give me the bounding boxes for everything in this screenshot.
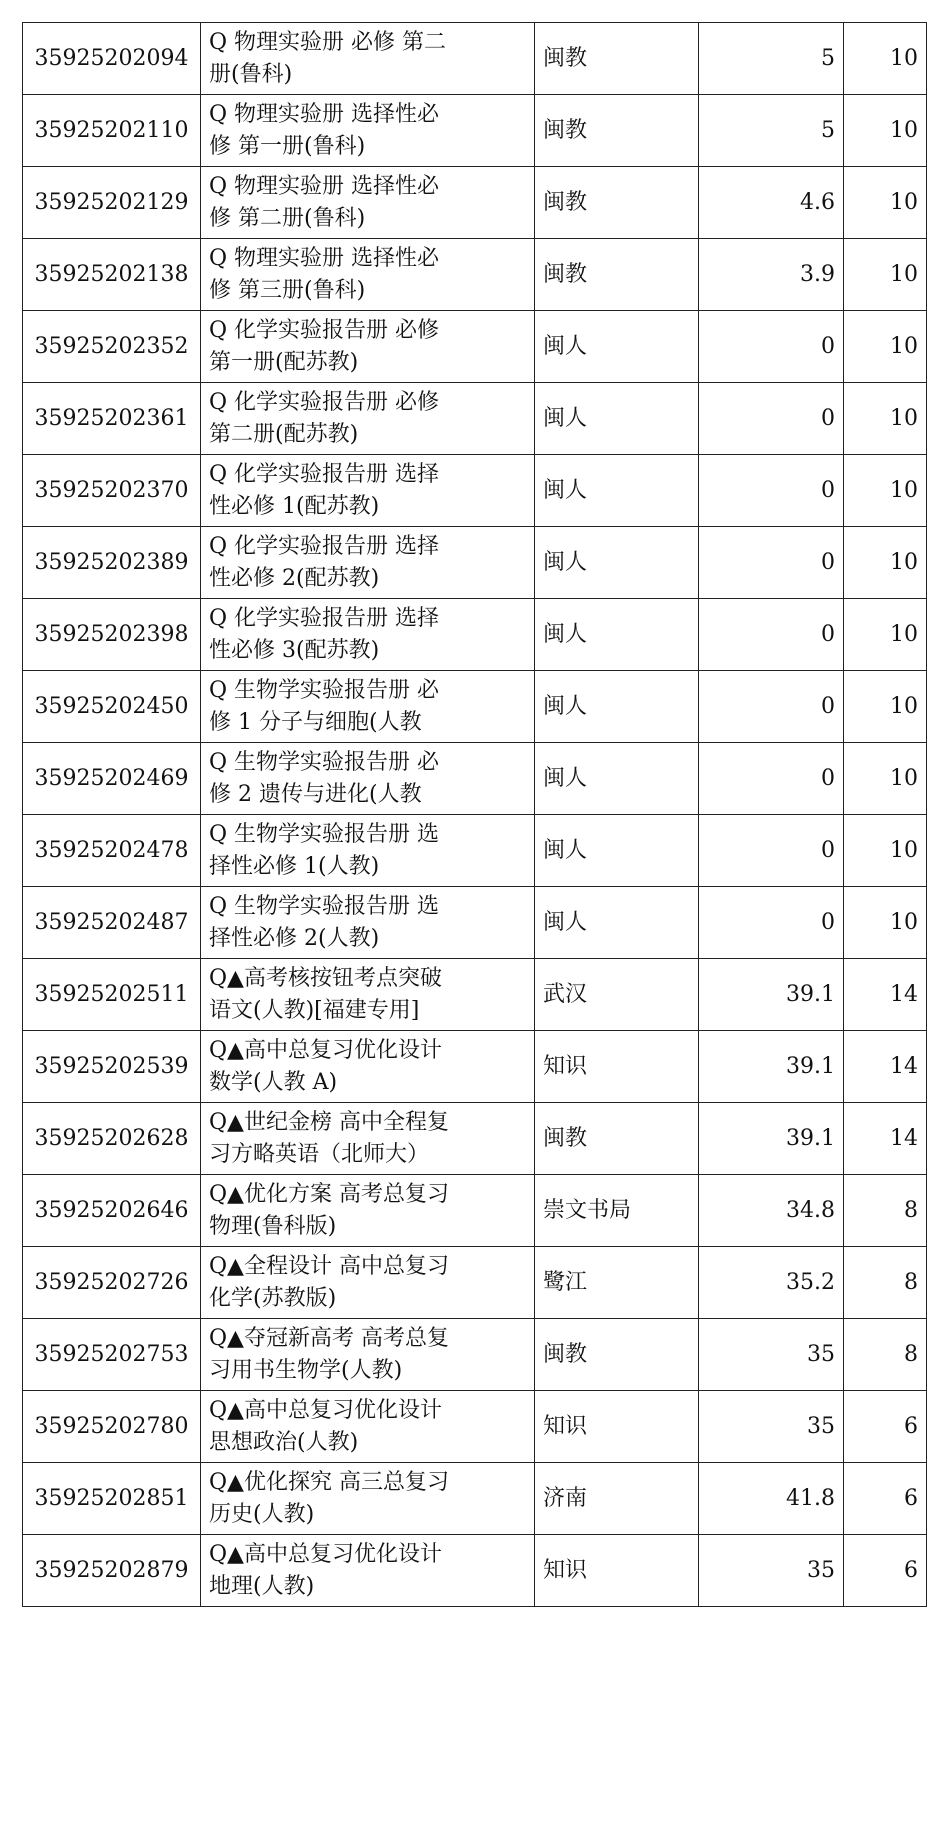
book-title-line: Q 物理实验册 选择性必	[209, 173, 440, 199]
book-title-line: Q 生物学实验报告册 必	[209, 677, 440, 703]
publisher: 闽人	[535, 599, 699, 671]
quantity: 10	[844, 527, 927, 599]
table-body	[23, 23, 927, 1607]
book-title-line: Q▲优化方案 高考总复习	[209, 1181, 449, 1207]
quantity: 14	[844, 1031, 927, 1103]
table-row	[23, 1247, 927, 1319]
publisher: 闽人	[535, 815, 699, 887]
publisher: 闽人	[535, 383, 699, 455]
table-row	[23, 167, 927, 239]
table-row	[23, 23, 927, 95]
book-title	[201, 1391, 535, 1463]
table-row	[23, 1535, 927, 1607]
table-row	[23, 383, 927, 455]
quantity: 14	[844, 1103, 927, 1175]
table-row	[23, 959, 927, 1031]
book-title-line: 修 2 遗传与进化(人教	[209, 781, 422, 807]
publisher: 知识	[535, 1031, 699, 1103]
price: 41.8	[699, 1463, 844, 1535]
book-title	[201, 239, 535, 311]
price: 3.9	[699, 239, 844, 311]
book-code: 35925202780	[23, 1391, 201, 1463]
book-code: 35925202352	[23, 311, 201, 383]
quantity: 8	[844, 1247, 927, 1319]
publisher: 武汉	[535, 959, 699, 1031]
book-list-table	[22, 22, 927, 1607]
book-code: 35925202361	[23, 383, 201, 455]
book-title-line: 性必修 1(配苏教)	[209, 493, 380, 519]
price: 0	[699, 527, 844, 599]
table-row	[23, 1463, 927, 1535]
book-title-line: Q▲高考核按钮考点突破	[209, 965, 442, 991]
table-row	[23, 743, 927, 815]
book-code: 35925202646	[23, 1175, 201, 1247]
book-title-line: Q▲夺冠新高考 高考总复	[209, 1325, 449, 1351]
quantity: 10	[844, 167, 927, 239]
price: 4.6	[699, 167, 844, 239]
book-code: 35925202539	[23, 1031, 201, 1103]
price: 39.1	[699, 1103, 844, 1175]
book-title-line: 性必修 3(配苏教)	[209, 637, 380, 663]
publisher: 闽教	[535, 95, 699, 167]
book-title-line: 择性必修 2(人教)	[209, 925, 380, 951]
book-title-line: Q 化学实验报告册 选择	[209, 461, 440, 487]
book-code: 35925202398	[23, 599, 201, 671]
quantity: 10	[844, 671, 927, 743]
book-title-line: Q 生物学实验报告册 必	[209, 749, 440, 775]
book-title-line: 数学(人教 A)	[209, 1069, 338, 1095]
book-title-line: Q▲世纪金榜 高中全程复	[209, 1109, 449, 1135]
book-title-line: Q▲优化探究 高三总复习	[209, 1469, 449, 1495]
book-code: 35925202370	[23, 455, 201, 527]
book-title-line: Q 生物学实验报告册 选	[209, 821, 440, 847]
book-title-line: 地理(人教)	[209, 1573, 315, 1599]
book-code: 35925202628	[23, 1103, 201, 1175]
book-title-line: 化学(苏教版)	[209, 1285, 337, 1311]
price: 0	[699, 599, 844, 671]
book-code: 35925202753	[23, 1319, 201, 1391]
price: 0	[699, 311, 844, 383]
price: 0	[699, 455, 844, 527]
book-title	[201, 95, 535, 167]
publisher: 闽人	[535, 455, 699, 527]
book-title-line: Q 物理实验册 必修 第二	[209, 29, 447, 55]
publisher: 崇文书局	[535, 1175, 699, 1247]
book-title-line: 修 第一册(鲁科)	[209, 133, 366, 159]
quantity: 10	[844, 23, 927, 95]
table-row	[23, 311, 927, 383]
publisher: 闽人	[535, 311, 699, 383]
price: 0	[699, 887, 844, 959]
book-title-line: 思想政治(人教)	[209, 1429, 359, 1455]
price: 35	[699, 1391, 844, 1463]
quantity: 10	[844, 815, 927, 887]
book-code: 35925202851	[23, 1463, 201, 1535]
book-title-line: 历史(人教)	[209, 1501, 315, 1527]
quantity: 10	[844, 743, 927, 815]
book-title	[201, 1031, 535, 1103]
price: 0	[699, 743, 844, 815]
table-row	[23, 671, 927, 743]
book-title	[201, 599, 535, 671]
book-title-line: Q 化学实验报告册 选择	[209, 533, 440, 559]
publisher: 闽教	[535, 239, 699, 311]
quantity: 6	[844, 1391, 927, 1463]
quantity: 10	[844, 239, 927, 311]
book-title-line: 习用书生物学(人教)	[209, 1357, 403, 1383]
book-title	[201, 1319, 535, 1391]
price: 5	[699, 23, 844, 95]
price: 39.1	[699, 1031, 844, 1103]
publisher: 闽人	[535, 743, 699, 815]
quantity: 8	[844, 1175, 927, 1247]
book-title-line: 语文(人教)[福建专用]	[209, 997, 420, 1023]
price: 35.2	[699, 1247, 844, 1319]
table-row	[23, 455, 927, 527]
quantity: 6	[844, 1463, 927, 1535]
book-title	[201, 1103, 535, 1175]
table-row	[23, 527, 927, 599]
price: 0	[699, 383, 844, 455]
book-title	[201, 959, 535, 1031]
book-code: 35925202110	[23, 95, 201, 167]
publisher: 闽教	[535, 1319, 699, 1391]
book-code: 35925202487	[23, 887, 201, 959]
book-title	[201, 383, 535, 455]
quantity: 10	[844, 95, 927, 167]
book-title	[201, 311, 535, 383]
book-title-line: 习方略英语（北师大）	[209, 1141, 430, 1167]
book-title-line: 第二册(配苏教)	[209, 421, 359, 447]
book-title	[201, 1463, 535, 1535]
table-row	[23, 1175, 927, 1247]
quantity: 6	[844, 1535, 927, 1607]
book-code: 35925202469	[23, 743, 201, 815]
price: 35	[699, 1535, 844, 1607]
publisher: 闽人	[535, 527, 699, 599]
book-code: 35925202389	[23, 527, 201, 599]
book-title-line: Q 生物学实验报告册 选	[209, 893, 440, 919]
book-code: 35925202726	[23, 1247, 201, 1319]
book-title-line: Q 化学实验报告册 必修	[209, 317, 440, 343]
quantity: 10	[844, 455, 927, 527]
book-title	[201, 1247, 535, 1319]
book-code: 35925202094	[23, 23, 201, 95]
book-title	[201, 1535, 535, 1607]
quantity: 10	[844, 311, 927, 383]
price: 34.8	[699, 1175, 844, 1247]
book-title	[201, 455, 535, 527]
table-row	[23, 239, 927, 311]
quantity: 10	[844, 887, 927, 959]
book-title-line: Q▲高中总复习优化设计	[209, 1037, 442, 1063]
table-row	[23, 815, 927, 887]
price: 0	[699, 815, 844, 887]
book-title-line: Q▲高中总复习优化设计	[209, 1397, 442, 1423]
book-code: 35925202879	[23, 1535, 201, 1607]
book-title-line: 择性必修 1(人教)	[209, 853, 380, 879]
table-row	[23, 599, 927, 671]
publisher: 闽教	[535, 23, 699, 95]
book-title	[201, 167, 535, 239]
table-row	[23, 1031, 927, 1103]
price: 35	[699, 1319, 844, 1391]
book-title	[201, 23, 535, 95]
book-title-line: 物理(鲁科版)	[209, 1213, 337, 1239]
table-row	[23, 1391, 927, 1463]
table-row	[23, 1319, 927, 1391]
book-title-line: 性必修 2(配苏教)	[209, 565, 380, 591]
book-title	[201, 671, 535, 743]
publisher: 闽人	[535, 887, 699, 959]
price: 5	[699, 95, 844, 167]
book-title-line: Q 物理实验册 选择性必	[209, 245, 440, 271]
book-title	[201, 815, 535, 887]
book-title	[201, 1175, 535, 1247]
quantity: 8	[844, 1319, 927, 1391]
book-title-line: 册(鲁科)	[209, 61, 293, 87]
table-row	[23, 887, 927, 959]
book-title-line: Q 化学实验报告册 必修	[209, 389, 440, 415]
publisher: 闽教	[535, 1103, 699, 1175]
book-title	[201, 743, 535, 815]
book-code: 35925202511	[23, 959, 201, 1031]
book-code: 35925202450	[23, 671, 201, 743]
quantity: 10	[844, 599, 927, 671]
book-code: 35925202129	[23, 167, 201, 239]
publisher: 济南	[535, 1463, 699, 1535]
publisher: 闽教	[535, 167, 699, 239]
publisher: 鹭江	[535, 1247, 699, 1319]
book-title	[201, 527, 535, 599]
publisher: 知识	[535, 1391, 699, 1463]
price: 0	[699, 671, 844, 743]
quantity: 14	[844, 959, 927, 1031]
book-code: 35925202478	[23, 815, 201, 887]
table-row	[23, 1103, 927, 1175]
publisher: 闽人	[535, 671, 699, 743]
book-title-line: Q 物理实验册 选择性必	[209, 101, 440, 127]
book-title-line: 修 1 分子与细胞(人教	[209, 709, 422, 735]
book-title	[201, 887, 535, 959]
price: 39.1	[699, 959, 844, 1031]
book-title-line: 修 第二册(鲁科)	[209, 205, 366, 231]
table-row	[23, 95, 927, 167]
book-code: 35925202138	[23, 239, 201, 311]
quantity: 10	[844, 383, 927, 455]
publisher: 知识	[535, 1535, 699, 1607]
book-title-line: 修 第三册(鲁科)	[209, 277, 366, 303]
book-title-line: Q▲全程设计 高中总复习	[209, 1253, 449, 1279]
book-title-line: Q 化学实验报告册 选择	[209, 605, 440, 631]
book-title-line: Q▲高中总复习优化设计	[209, 1541, 442, 1567]
book-title-line: 第一册(配苏教)	[209, 349, 359, 375]
